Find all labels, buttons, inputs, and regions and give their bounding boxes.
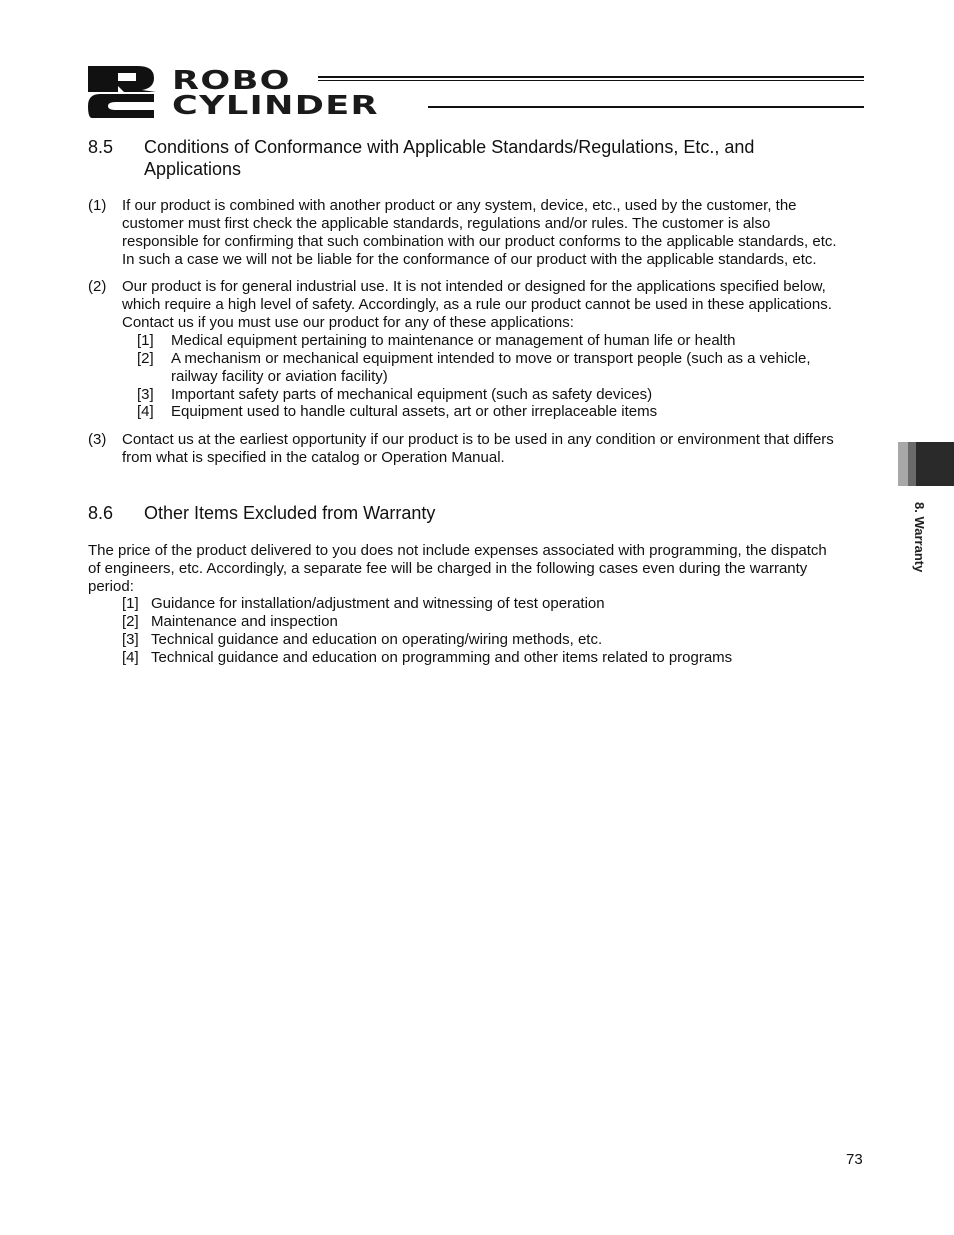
sub-item-line: railway facility or aviation facility): [171, 368, 388, 385]
sub-item-line: A mechanism or mechanical equipment intended to move or transport people (such as a vehicle,: [171, 350, 811, 367]
sub-item-line: Important safety parts of mechanical equipment (such as safety devices): [171, 386, 653, 403]
logo-text-robo: ROBO: [172, 66, 291, 96]
sub-list-marker: [3]: [122, 631, 139, 648]
chapter-tab: [898, 442, 954, 486]
list-item-text: Technical guidance and education on operating/wiring methods, etc.: [151, 631, 603, 648]
rc-logo-mark-icon: [88, 66, 160, 118]
section-8-6-heading: [88, 502, 848, 524]
list-marker: (1): [88, 197, 107, 214]
sub-list-marker: [1]: [122, 595, 139, 612]
sub-list-marker: [1]: [137, 332, 154, 349]
item-line: from what is specified in the catalog or Operation Manual.: [122, 449, 505, 466]
item-line: customer must first check the applicable standards, regulations and/or rules. The customer is also: [122, 215, 771, 232]
item-line: If our product is combined with another product or any system, device, etc., used by the customer, the: [122, 197, 797, 214]
item-line: which require a high level of safety. Accordingly, as a rule our product cannot be used in these applications.: [122, 296, 832, 313]
paragraph-line: period:: [88, 578, 134, 595]
list-marker: (2): [88, 278, 107, 295]
list-item-text: Technical guidance and education on programming and other items related to programs: [151, 649, 733, 666]
section-8-5-heading: [88, 136, 848, 182]
logo-text-cylinder: CYLINDER: [172, 91, 379, 121]
header-rule-top: [318, 76, 864, 78]
list-item-text: Maintenance and inspection: [151, 613, 338, 630]
list-item: [88, 278, 868, 428]
sub-list-marker: [2]: [122, 613, 139, 630]
section-number: 8.6: [88, 503, 114, 523]
item-line: Contact us if you must use our product for any of these applications:: [122, 314, 574, 331]
sub-list-marker: [4]: [137, 403, 154, 420]
section-title-line: Conditions of Conformance with Applicable Standards/Regulations, Etc., and: [144, 137, 755, 157]
header-rule-bottom: [428, 106, 864, 108]
list-marker: (3): [88, 431, 107, 448]
section-number: 8.5: [88, 137, 114, 157]
item-line: Contact us at the earliest opportunity if our product is to be used in any condition or environment that differs: [122, 431, 834, 448]
item-line: Our product is for general industrial use. It is not intended or designed for the applications specified below,: [122, 278, 826, 295]
paragraph-line: of engineers, etc. Accordingly, a separate fee will be charged in the following cases even during the warranty: [88, 560, 808, 577]
sub-list-marker: [2]: [137, 350, 154, 367]
list-item-text: Guidance for installation/adjustment and witnessing of test operation: [151, 595, 605, 612]
list-item: [88, 431, 868, 467]
list-item: [88, 197, 868, 269]
robo-cylinder-logo: [88, 66, 868, 122]
excluded-items-list: [122, 595, 862, 667]
section-title-line: Applications: [144, 159, 242, 179]
item-line: responsible for confirming that such combination with our product conforms to the applicable standards, etc.: [122, 233, 837, 250]
item-line: In such a case we will not be liable for the conformance of our product with the applicable standards, etc.: [122, 251, 817, 268]
sub-list-marker: [3]: [137, 386, 154, 403]
sub-item-line: Equipment used to handle cultural assets, art or other irreplaceable items: [171, 403, 658, 420]
chapter-tab-label: 8. Warranty: [912, 502, 927, 573]
sub-item-line: Medical equipment pertaining to maintenance or management of human life or health: [171, 332, 736, 349]
header-rule-top-thin: [318, 80, 864, 81]
paragraph-line: The price of the product delivered to you does not include expenses associated with programming, the dispatch: [88, 542, 827, 559]
section-title: Other Items Excluded from Warranty: [144, 503, 436, 523]
page-number: 73: [846, 1151, 863, 1168]
section-8-6-intro: [88, 542, 878, 596]
sub-list-marker: [4]: [122, 649, 139, 666]
